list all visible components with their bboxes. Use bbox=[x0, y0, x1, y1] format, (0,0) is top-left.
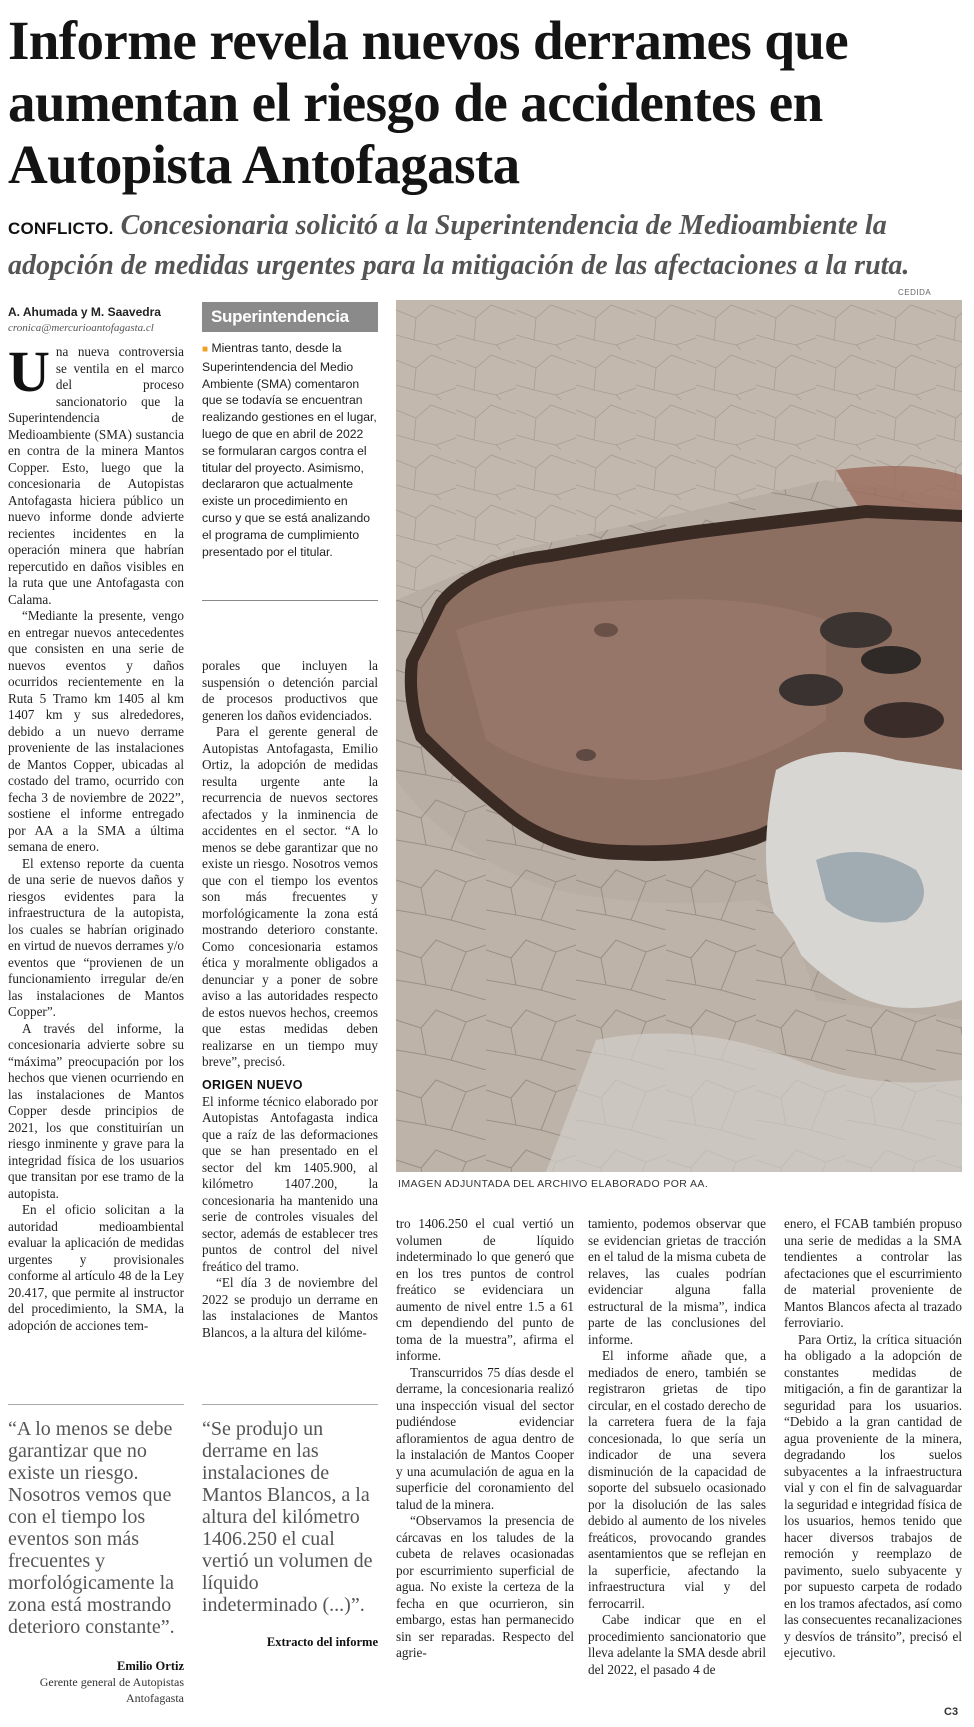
drop-cap: U bbox=[8, 339, 50, 404]
paragraph: El informe técnico elaborado por Autopistas Antofagasta indica que a raíz de las deformaciones que se han presentado en el sector del km 1405.900, al kilómetro 1407.200, la concesionaria ha mantenido una serie de controles visuales del sector, además de establecer tres puntos de control del nivel freático del tramo. bbox=[202, 1093, 378, 1274]
photo-credit: CEDIDA bbox=[898, 288, 932, 297]
deck bbox=[8, 207, 968, 284]
pullquote-source: Extracto del informe bbox=[266, 1635, 378, 1649]
column-5 bbox=[784, 1216, 962, 1662]
column-4 bbox=[588, 1216, 766, 1678]
headline: Informe revela nuevos derrames que aumentan el riesgo de accidentes en Autopista Antofagasta bbox=[8, 10, 849, 195]
photo-caption: IMAGEN ADJUNTADA DEL ARCHIVO ELABORADO POR AA. bbox=[398, 1178, 709, 1190]
paragraph: enero, el FCAB también propuso una serie de medidas a la SMA tendientes a controlar las afectaciones que el escurrimiento de material proveniente de Mantos Blancos afecta al trazado ferroviario. bbox=[784, 1216, 962, 1330]
paragraph: porales que incluyen la suspensión o detención parcial de procesos productivos que generen los daños evidenciados. bbox=[202, 658, 378, 723]
paragraph: El extenso reporte da cuenta de una serie de nuevos daños y riesgos evidentes para la infraestructura de la autopista, los cuales se habrían originado en virtud de nuevos derrames y/o eventos que “provienen de un funcionamiento irregular de/en las instalaciones de Mantos Copper”. bbox=[8, 855, 184, 1019]
column-3 bbox=[396, 1216, 574, 1662]
kicker: CONFLICTO. bbox=[8, 219, 114, 238]
subhead: ORIGEN NUEVO bbox=[202, 1077, 303, 1092]
paragraph: “El día 3 de noviembre del 2022 se produjo un derrame en las instalaciones de Mantos Blancos, a la altura del kilóme- bbox=[202, 1275, 378, 1340]
paragraph: tamiento, podemos observar que se evidencian grietas de tracción en el talud de la misma cubeta de relaves, las cuales podrían evidenciar alguna falla estructural de la misma”, indica parte de las conclusiones del informe. bbox=[588, 1216, 766, 1347]
page-mark: C3 bbox=[944, 1706, 959, 1718]
paragraph: “Observamos la presencia de cárcavas en los taludes de la cubeta de relaves ocasionadas por escurrimiento superficial de agua. No existe la certeza de la fecha en que ocurrieron, sin embargo, estas han permanecido sin ser reparadas. Respecto del agrie- bbox=[396, 1513, 574, 1660]
deck-text: Concesionaria solicitó a la Superintendencia de Medioambiente la adopción de medidas urgentes para la mitigación de las afectaciones a la ruta. bbox=[8, 210, 910, 281]
pullquote-role: Gerente general de Autopistas Antofagasta bbox=[39, 1675, 184, 1705]
paragraph: A través del informe, la concesionaria advierte sobre su “máxima” preocupación por los hechos que vienen ocurriendo en las instalaciones de Mantos Copper desde principios de 2021, los que constituirían un riesgo inminente y grave para la integridad física de los usuarios que transitan por ese tramo de la autopista. bbox=[8, 1020, 184, 1201]
byline-authors: A. Ahumada y M. Saavedra bbox=[8, 305, 161, 319]
byline-email: cronica@mercurioantofagasta.cl bbox=[8, 322, 154, 334]
paragraph: El informe añade que, a mediados de enero, también se registraron grietas de tipo circular, en el costado derecho de la carretera fuera de la faja concesionada, lo que sería un indicador de una severa disminución de la capacidad de soporte del subsuelo ocasionado por la disolución de las sales debido al aumento de los niveles freáticos, provocando grandes asentamientos que se reflejan en la superficie, afectando la infraestructura vial y del ferrocarril. bbox=[588, 1348, 766, 1611]
photo bbox=[396, 300, 962, 1172]
byline bbox=[8, 304, 188, 336]
paragraph: Para Ortiz, la crítica situación ha obligado a la adopción de constantes medidas de mitigación, a fin de garantizar la seguridad para los usuarios. “Debido a la gran cantidad de agua proveniente de la minera, degradando los suelos subyacentes a la infraestructura vial y con el fin de salvaguardar la seguridad e integridad física de los usuarios, hemos tenido que hacer diversos trabajos de remoción y reemplazo de pavimento, suelo subyacente y por supuesto carpeta de rodado en los tramos afectados, así como las consecuentes recanalizaciones y desvíos de tránsito”, precisó el ejecutivo. bbox=[784, 1331, 962, 1660]
paragraph: “Mediante la presente, vengo en entregar nuevos antecedentes que consisten en una serie de nuevos eventos y daños ocurridos recientemente en la Ruta 5 Tramo km 1405 al km 1407 km y sus alrededores, debido a un nuevo derrame proveniente de las instalaciones de Mantos Copper, ubicadas al costado del tramo, ocurrido con fecha 3 de noviembre de 2022”, sostiene el informe entregado por AA a la SMA a última semana de enero. bbox=[8, 608, 184, 854]
paragraph: Cabe indicar que en el procedimiento sancionatorio que lleva adelante la SMA desde abril del 2022, el pasado 4 de bbox=[588, 1612, 766, 1677]
sidebar-label: Superintendencia bbox=[202, 302, 378, 332]
tailings-photo bbox=[396, 300, 962, 1172]
pullquote-divider bbox=[202, 1404, 378, 1405]
paragraph: Para el gerente general de Autopistas Antofagasta, Emilio Ortiz, la adopción de medidas resulta urgente ante la recurrencia de nuevos sectores afectados y la inminencia de accidentes en el sector. “A lo menos se debe garantizar que no existe un riesgo. Nosotros vemos que con el tiempo los eventos son más frecuentes y morfológicamente la zona está mostrando deterioro constante. Como concesionaria estamos ética y moralmente obligados a denunciar y a poner de sobre aviso a las autoridades respecto de estos nuevos hechos, creemos que estas medidas deben realizarse en un tiempo muy breve”, precisó. bbox=[202, 724, 378, 1069]
paragraph: En el oficio solicitan a la autoridad medioambiental evaluar la aplicación de medidas urgentes y provisionales conforme al artículo 48 de la Ley 20.417, que permite al instructor del procedimiento, la SMA, la adopción de acciones tem- bbox=[8, 1202, 184, 1333]
sidebar-divider bbox=[202, 600, 378, 601]
paragraph: Una nueva controversia se ventila en el marco del proceso sancionatorio que la Superintendencia de Medioambiente (SMA) sustancia en contra de la minera Mantos Copper. Esto, luego que la concesionaria de Autopistas Antofagasta hiciera público un nuevo informe donde advierte recientes incidentes en la operación minera que habrían repercutido en daños visibles en la ruta que une Antofagasta con Calama. bbox=[8, 339, 184, 607]
paragraph: Transcurridos 75 días desde el derrame, la concesionaria realizó una inspección visual del sector pudiéndose evidenciar afloramientos de agua dentro de la instalación de Mantos Cooper y una acumulación de agua en la superficie del coronamiento del talud de la minera. bbox=[396, 1364, 574, 1512]
paragraph: tro 1406.250 el cual vertió un volumen de líquido indeterminado lo que generó que en los tres puntos de control freático se evidenciara un aumento de nivel entre 1.5 a 61 cm dependiendo del punto de toma de la muestra”, afirma el informe. bbox=[396, 1216, 574, 1363]
column-1 bbox=[8, 339, 184, 1334]
pullquote-name: Emilio Ortiz bbox=[117, 1659, 184, 1673]
pullquote-divider bbox=[8, 1404, 184, 1405]
bullet-icon: ■ bbox=[202, 344, 209, 355]
pullquote-text: “A lo menos se debe garantizar que no existe un riesgo. Nosotros vemos que con el tiempo los eventos son más frecuentes y morfológicamente la zona está mostrando deterioro constante”. bbox=[8, 1418, 175, 1638]
sidebar-text: ■ Mientras tanto, desde la Superintendencia del Medio Ambiente (SMA) comentaron que se todavía se encuentran realizando gestiones en el lugar, luego de que en abril de 2022 se formularan cargos contra el titular del proyecto. Asimismo, declararon que actualmente existe un procedimiento en curso y que se está analizando el programa de cumplimiento presentado por el titular. bbox=[202, 341, 377, 559]
pullquote-ortiz bbox=[8, 1418, 184, 1706]
pullquote-report bbox=[202, 1418, 378, 1650]
pullquote-text: “Se produjo un derrame en las instalaciones de Mantos Blancos, a la altura del kilómetro 1406.250 el cual vertió un volumen de líquido indeterminado (...)”. bbox=[202, 1418, 373, 1616]
column-2 bbox=[202, 658, 378, 1341]
